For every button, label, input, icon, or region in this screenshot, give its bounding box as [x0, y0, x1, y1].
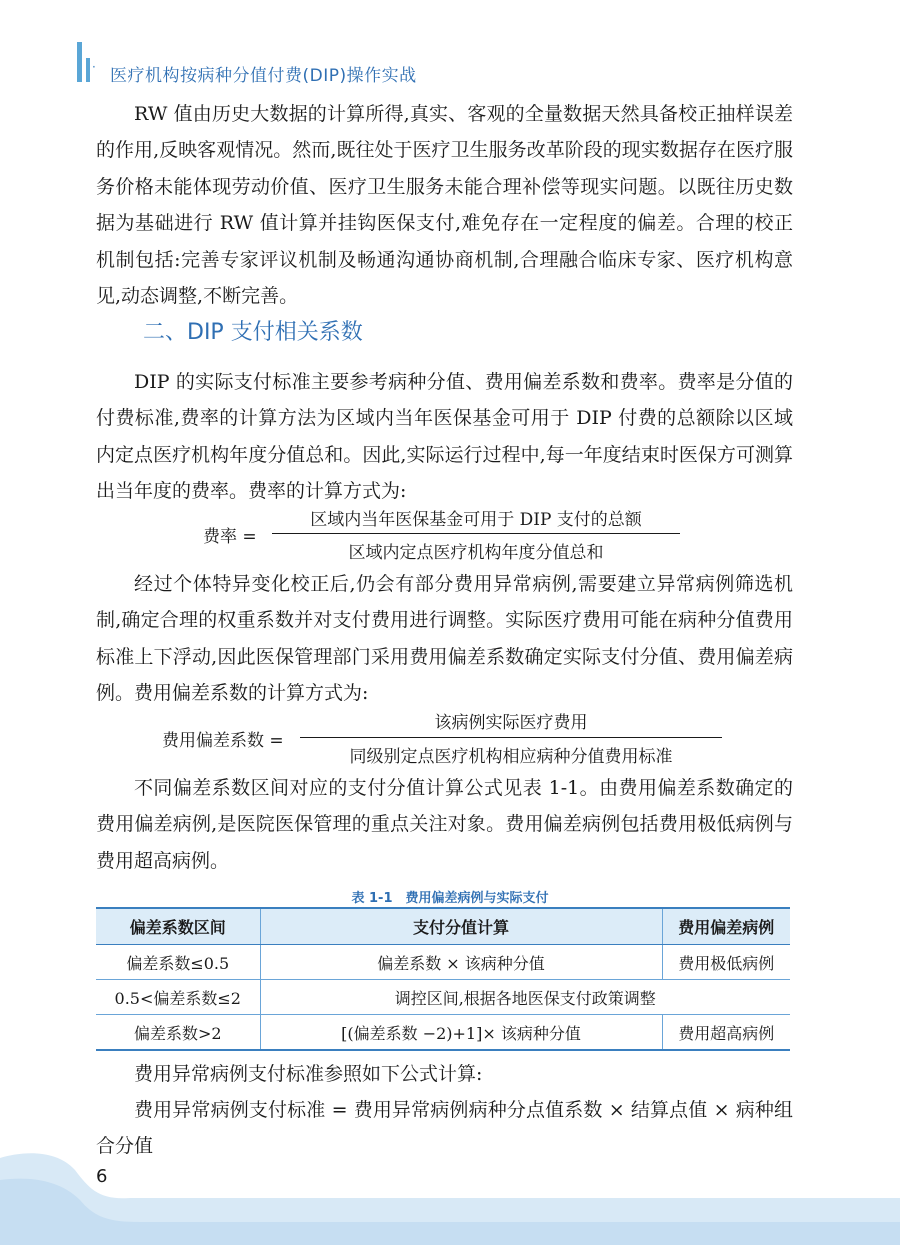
table-header-cell: 支付分值计算	[260, 908, 662, 945]
table-cell: 0.5<偏差系数≤2	[96, 980, 260, 1015]
paragraph-text: 经过个体特异变化校正后,仍会有部分费用异常病例,需要建立异常病例筛选机制,确定合理的权重系数并对支付费用进行调整。实际医疗费用可能在病种分值费用标准上下浮动,因此医保管理部门采用费用偏差系数确定实际支付分值、费用偏差病例。费用偏差系数的计算方式为:	[96, 573, 793, 705]
table-cell: [(偏差系数 −2)+1]× 该病种分值	[260, 1015, 662, 1051]
table-caption: 表 1-1 费用偏差病例与实际支付	[351, 891, 549, 906]
fraction-bar	[300, 737, 722, 738]
paragraph-text: 费用异常病例支付标准参照如下公式计算:	[134, 1063, 483, 1085]
paragraph-text: 不同偏差系数区间对应的支付分值计算公式见表 1-1。由费用偏差系数确定的费用偏差病例,是医院医保管理的重点关注对象。费用偏差病例包括费用极低病例与费用超高病例。	[96, 777, 793, 872]
paragraph-payment-standard	[96, 364, 793, 510]
fraction-bar	[272, 533, 680, 534]
formula-numerator: 区域内当年医保基金可用于 DIP 支付的总额	[310, 510, 642, 530]
formula-lhs: 费率 =	[203, 527, 257, 547]
table-cell: 偏差系数>2	[96, 1015, 260, 1051]
page-number: 6	[96, 1166, 108, 1187]
header-accent-bar-small	[86, 58, 90, 82]
section-heading: 二、DIP 支付相关系数	[143, 320, 363, 345]
table-cell: 调控区间,根据各地医保支付政策调整	[260, 980, 790, 1015]
header-dot: ·	[92, 60, 96, 74]
table-cell: 偏差系数 × 该病种分值	[260, 945, 662, 980]
formula-deviation-coefficient	[0, 708, 900, 768]
running-title: 医疗机构按病种分值付费(DIP)操作实战	[110, 66, 417, 86]
paragraph-deviation-cases	[96, 566, 793, 712]
paragraph-deviation-focus	[96, 770, 793, 879]
formula-rate	[0, 505, 900, 565]
table-header-cell: 偏差系数区间	[96, 908, 260, 945]
paragraph-text: 费用异常病例支付标准 = 费用异常病例病种分点值系数 × 结算点值 × 病种组合分值	[96, 1099, 793, 1158]
table-cell: 费用极低病例	[662, 945, 790, 980]
formula-denominator: 同级别定点医疗机构相应病种分值费用标准	[349, 747, 673, 767]
paragraph-text: RW 值由历史大数据的计算所得,真实、客观的全量数据天然具备校正抽样误差的作用,反映客观情况。然而,既往处于医疗卫生服务改革阶段的现实数据存在医疗服务价格未能体现劳动价值、医疗卫生服务未能合理补偿等现实问题。以既往历史数据为基础进行 RW 值计算并挂钩医保支付,难免存在一定程度的偏差。合理的校正机制包括:完善专家评议机制及畅通沟通协商机制,合理融合临床专家、医疗机构意见,动态调整,不断完善。	[96, 103, 793, 308]
header-accent-bar	[77, 42, 82, 82]
formula-denominator: 区域内定点医疗机构年度分值总和	[348, 543, 604, 563]
footer-wave	[0, 1140, 900, 1245]
deviation-payment-table	[96, 907, 790, 1051]
formula-numerator: 该病例实际医疗费用	[434, 713, 588, 733]
paragraph-text: DIP 的实际支付标准主要参考病种分值、费用偏差系数和费率。费率是分值的付费标准,费率的计算方法为区域内当年医保基金可用于 DIP 付费的总额除以区域内定点医疗机构年度分值总和。因此,实际运行过程中,每一年度结束时医保方可测算出当年度的费率。费率的计算方式为:	[96, 371, 793, 503]
paragraph-abnormal-intro	[96, 1056, 793, 1092]
paragraph-rw-value	[96, 96, 793, 314]
table-header-row	[96, 908, 790, 945]
table-row	[96, 1015, 790, 1051]
table-cell: 费用超高病例	[662, 1015, 790, 1051]
table-header-cell: 费用偏差病例	[662, 908, 790, 945]
formula-lhs: 费用偏差系数 =	[162, 731, 284, 751]
table-row	[96, 980, 790, 1015]
table-cell: 偏差系数≤0.5	[96, 945, 260, 980]
table-row	[96, 945, 790, 980]
